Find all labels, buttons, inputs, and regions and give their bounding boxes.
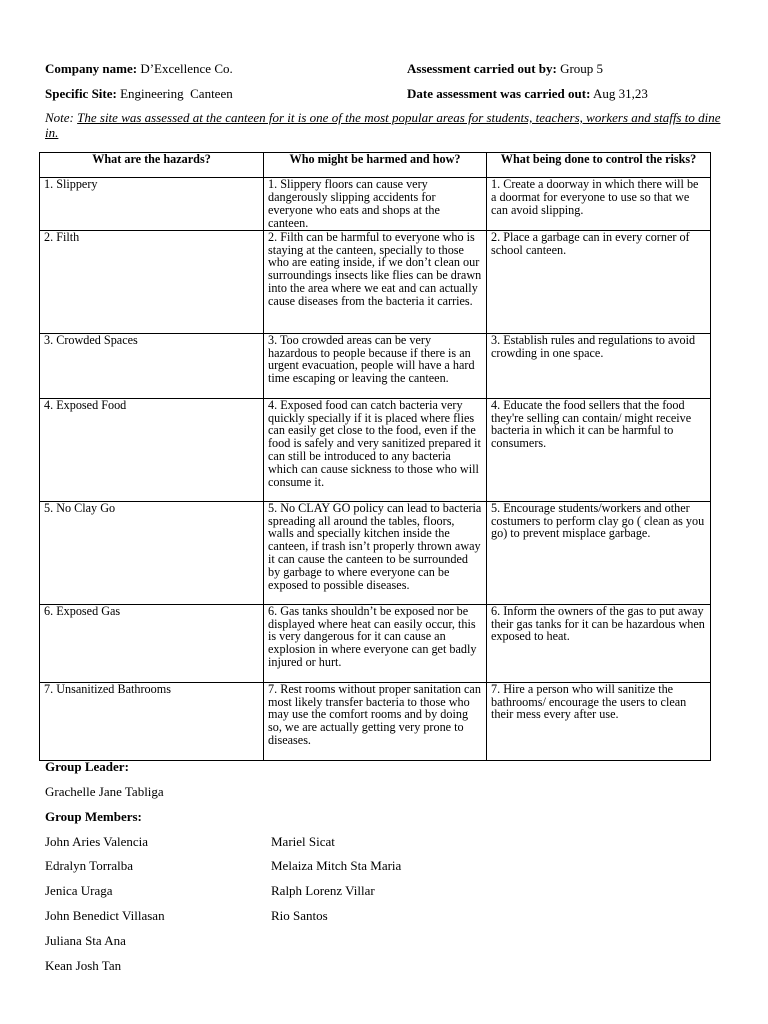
specific-site-line [45, 86, 233, 102]
table-header-row [40, 153, 711, 178]
control-cell: 6. Inform the owners of the gas to put away their gas tanks for it can be hazardous when exposed to heat. [487, 604, 711, 682]
table-row [40, 230, 711, 333]
assessment-date-value: Aug 31,23 [592, 86, 648, 101]
control-cell: 7. Hire a person who will sanitize the bathrooms/ encourage the users to clean their mess every after use. [487, 682, 711, 760]
harm-cell: 5. No CLAY GO policy can lead to bacteria spreading all around the tables, floors, walls and specially kitchen inside the canteen, if trash isn’t properly thrown away it can cause the canteen to be surrounded by garbage to where everyone can be exposed to possible diseases. [264, 501, 487, 604]
member-name: Jenica Uraga [45, 883, 113, 898]
harm-cell: 7. Rest rooms without proper sanitation can most likely transfer bacteria to those who may use the comfort rooms and by doing so, we are actually getting very prone to diseases. [264, 682, 487, 760]
table-row [40, 398, 711, 501]
assessment-date-line [407, 86, 648, 102]
hazard-cell: 7. Unsanitized Bathrooms [40, 682, 264, 760]
column-header-controls: What being done to control the risks? [487, 153, 711, 178]
member-name: John Benedict Villasan [45, 908, 165, 923]
company-name-line [45, 61, 233, 77]
hazard-cell: 3. Crowded Spaces [40, 333, 264, 398]
table-row [40, 604, 711, 682]
group-leader-name: Grachelle Jane Tabliga [45, 784, 164, 799]
harm-cell: 6. Gas tanks shouldn’t be exposed nor be displayed where heat can easily occur, this is very dangerous for it can cause an explosion in where everyone can get badly injured or hurt. [264, 604, 487, 682]
hazard-cell: 1. Slippery [40, 178, 264, 231]
harm-cell: 1. Slippery floors can cause very dangerously slipping accidents for everyone who eats and shops at the canteen. [264, 178, 487, 231]
column-header-hazards: What are the hazards? [40, 153, 264, 178]
harm-cell: 4. Exposed food can catch bacteria very quickly specially if it is placed where flies can easily get close to the food, even if the food is safely and very sanitized prepared it can still be introduced to any bacteria which can cause sickness to those who will consume it. [264, 398, 487, 501]
assessment-date-label: Date assessment was carried out: [407, 86, 591, 101]
site-note [45, 110, 725, 140]
control-cell: 1. Create a doorway in which there will be a doormat for everyone to use so that we can avoid slipping. [487, 178, 711, 231]
control-cell: 4. Educate the food sellers that the food they're selling can contain/ might receive bacteria in which it can be harmful to consumers. [487, 398, 711, 501]
member-name: Mariel Sicat [271, 834, 335, 849]
company-name-value: D’Excellence Co. [140, 61, 233, 76]
control-cell: 3. Establish rules and regulations to avoid crowding in one space. [487, 333, 711, 398]
hazard-cell: 5. No Clay Go [40, 501, 264, 604]
member-name: Edralyn Torralba [45, 858, 134, 873]
table-row [40, 178, 711, 231]
member-name: Melaiza Mitch Sta Maria [271, 858, 402, 873]
group-leader-label: Group Leader: [45, 759, 129, 774]
member-name: Ralph Lorenz Villar [271, 883, 375, 898]
group-members-label: Group Members: [45, 809, 142, 824]
control-cell: 5. Encourage students/workers and other costumers to perform clay go ( clean as you go) to prevent misplace garbage. [487, 501, 711, 604]
assessed-by-value: Group 5 [560, 61, 604, 76]
company-name-label: Company name: [45, 61, 138, 76]
table-row [40, 333, 711, 398]
specific-site-label: Specific Site: [45, 86, 117, 101]
note-text: The site was assessed at the canteen for it is one of the most popular areas for students, teachers, workers and staffs to dine in. [45, 110, 721, 140]
hazard-cell: 4. Exposed Food [40, 398, 264, 501]
specific-site-value: Engineering Canteen [120, 86, 233, 101]
risk-assessment-table [39, 152, 711, 761]
control-cell: 2. Place a garbage can in every corner of school canteen. [487, 230, 711, 333]
assessed-by-label: Assessment carried out by: [407, 61, 557, 76]
hazard-cell: 2. Filth [40, 230, 264, 333]
table-row [40, 682, 711, 760]
member-name: Rio Santos [271, 908, 328, 923]
hazard-cell: 6. Exposed Gas [40, 604, 264, 682]
note-label: Note: [45, 110, 74, 125]
table-row [40, 501, 711, 604]
column-header-harmed: Who might be harmed and how? [264, 153, 487, 178]
harm-cell: 3. Too crowded areas can be very hazardous to people because if there is an urgent evacuation, people will have a hard time escaping or leaving the canteen. [264, 333, 487, 398]
member-name: Juliana Sta Ana [45, 933, 126, 948]
harm-cell: 2. Filth can be harmful to everyone who is staying at the canteen, specially to those who are eating inside, if we don’t clean our surroundings insects like flies can be drawn into the area where we eat and can actually cause diseases from the bacteria it carries. [264, 230, 487, 333]
member-name: Kean Josh Tan [45, 958, 122, 973]
member-name: John Aries Valencia [45, 834, 149, 849]
assessed-by-line [407, 61, 603, 77]
